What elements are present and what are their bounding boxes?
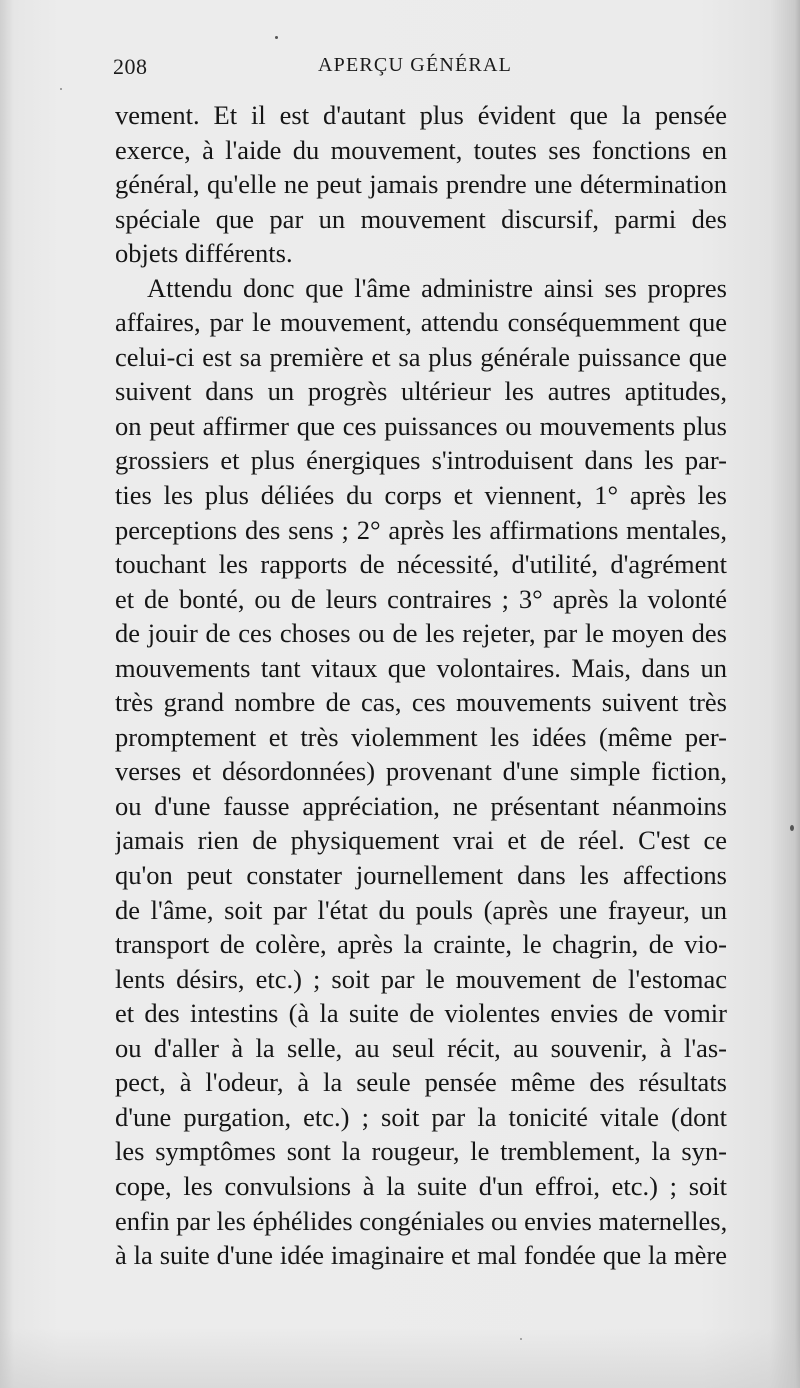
text-line: de l'âme, soit par l'état du pouls (après une frayeur, un	[115, 894, 727, 925]
text-line: verses et désordonnées) provenant d'une simple fiction,	[115, 756, 727, 787]
text-line: d'une purgation, etc.) ; soit par la tonicité vitale (dont	[115, 1101, 727, 1132]
paper-speck	[60, 88, 62, 90]
text-line: touchant les rapports de nécessité, d'utilité, d'agrément	[115, 549, 727, 580]
running-title: APERÇU GÉNÉRAL	[318, 54, 513, 76]
text-line: grossiers et plus énergiques s'introduisent dans les par-	[115, 445, 727, 476]
paper-speck	[790, 825, 794, 831]
text-line: qu'on peut constater journellement dans les affections	[115, 860, 727, 891]
text-line: perceptions des sens ; 2° après les affirmations mentales,	[115, 514, 727, 545]
page-number: 208	[113, 54, 148, 79]
text-line: à la suite d'une idée imaginaire et mal fondée que la mère	[115, 1240, 727, 1271]
text-line: on peut affirmer que ces puissances ou mouvements plus	[115, 410, 727, 441]
text-line: de jouir de ces choses ou de les rejeter, par le moyen des	[115, 618, 727, 649]
text-line: suivent dans un progrès ultérieur les autres aptitudes,	[115, 376, 727, 407]
paragraph-last-line: objets différents.	[115, 238, 293, 269]
text-line: jamais rien de physiquement vrai et de réel. C'est ce	[115, 825, 727, 856]
text-line: spéciale que par un mouvement discursif, parmi des	[115, 203, 727, 234]
text-line: exerce, à l'aide du mouvement, toutes ses fonctions en	[115, 134, 727, 165]
text-line: ties les plus déliées du corps et viennent, 1° après les	[115, 480, 727, 511]
running-head	[113, 54, 725, 86]
text-line: affaires, par le mouvement, attendu conséquemment que	[115, 307, 727, 338]
text-line: ou d'une fausse appréciation, ne présentant néanmoins	[115, 790, 727, 821]
text-line: mouvements tant vitaux que volontaires. Mais, dans un	[115, 652, 727, 683]
text-line: vement. Et il est d'autant plus évident que la pensée	[115, 100, 727, 130]
text-line: les symptômes sont la rougeur, le tremblement, la syn-	[115, 1136, 727, 1167]
text-line: et des intestins (à la suite de violentes envies de vomir	[115, 998, 727, 1029]
paragraph-first-line: Attendu donc que l'âme administre ainsi ses propres	[147, 272, 727, 303]
text-line: cope, les convulsions à la suite d'un effroi, etc.) ; soit	[115, 1170, 727, 1201]
paper-speck	[275, 36, 278, 39]
text-line: lents désirs, etc.) ; soit par le mouvement de l'estomac	[115, 963, 727, 994]
text-line: pect, à l'odeur, à la seule pensée même des résultats	[115, 1067, 727, 1098]
text-line: enfin par les éphélides congéniales ou envies maternelles,	[115, 1205, 727, 1236]
text-line: transport de colère, après la crainte, le chagrin, de vio-	[115, 929, 727, 960]
paper-speck	[520, 1338, 522, 1340]
text-line: promptement et très violemment les idées (même per-	[115, 721, 727, 752]
text-line: général, qu'elle ne peut jamais prendre une détermination	[115, 169, 727, 200]
text-line: et de bonté, ou de leurs contraires ; 3° après la volonté	[115, 583, 727, 614]
text-line: celui-ci est sa première et sa plus générale puissance que	[115, 341, 727, 372]
text-line: ou d'aller à la selle, au seul récit, au souvenir, à l'as-	[115, 1032, 727, 1063]
text-line: très grand nombre de cas, ces mouvements suivent très	[115, 687, 727, 718]
body-text	[115, 98, 727, 1273]
